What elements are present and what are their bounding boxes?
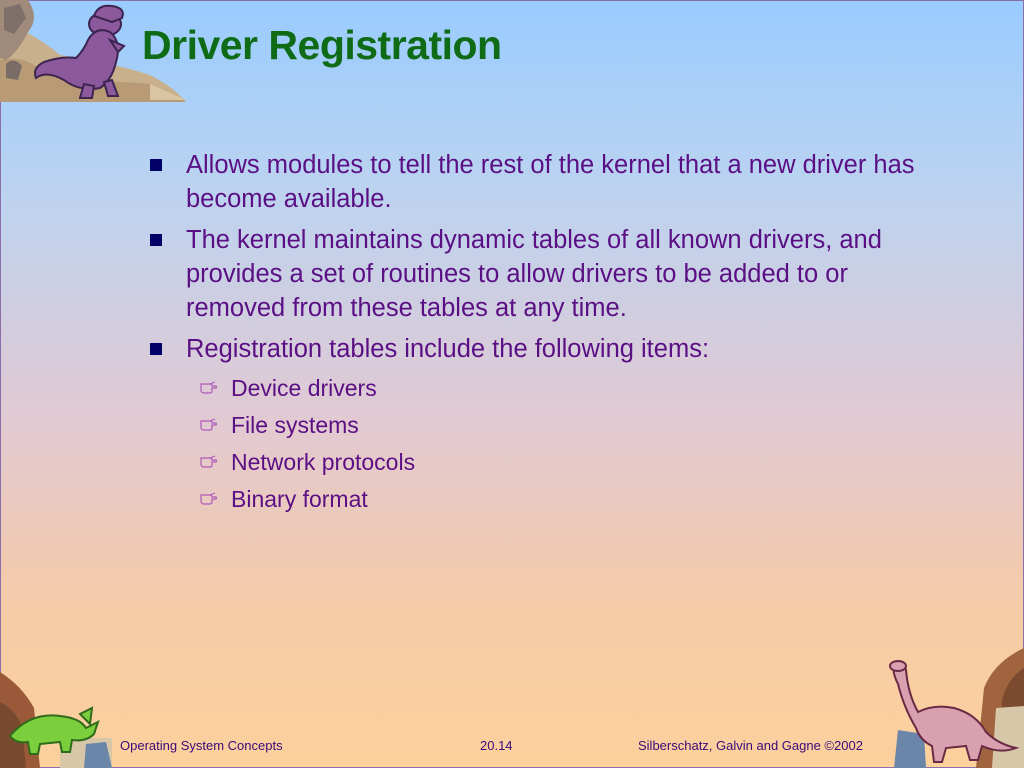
bullet-item <box>148 332 938 366</box>
sub-bullet-item <box>148 373 938 403</box>
sub-bullet-item <box>148 484 938 514</box>
triceratops-illustration <box>0 672 112 768</box>
sub-bullet-text: Network protocols <box>231 449 416 475</box>
brontosaurus-illustration <box>884 648 1024 768</box>
bullet-text: The kernel maintains dynamic tables of all known drivers, and provides a set of routines to allow drivers to be added to or removed from these tables at any time. <box>186 226 882 322</box>
square-bullet-icon <box>150 343 162 355</box>
footer-slide-number: 20.14 <box>480 738 513 753</box>
bullet-text: Registration tables include the following items: <box>186 335 710 363</box>
sub-bullet-item <box>148 410 938 440</box>
pointing-hand-icon <box>200 454 218 468</box>
bullet-text: Allows modules to tell the rest of the kernel that a new driver has become available. <box>186 151 915 213</box>
sub-bullet-text: Device drivers <box>231 375 377 401</box>
sub-bullet-text: File systems <box>231 412 359 438</box>
sub-bullet-item <box>148 447 938 477</box>
sub-bullet-text: Binary format <box>231 486 368 512</box>
footer-course-title: Operating System Concepts <box>120 738 283 753</box>
pointing-hand-icon <box>200 417 218 431</box>
pointing-hand-icon <box>200 380 218 394</box>
bullet-list <box>148 148 938 521</box>
footer-copyright: Silberschatz, Galvin and Gagne ©2002 <box>638 738 863 753</box>
bullet-item <box>148 148 938 216</box>
square-bullet-icon <box>150 234 162 246</box>
bullet-item <box>148 223 938 325</box>
square-bullet-icon <box>150 159 162 171</box>
page-title: Driver Registration <box>142 22 502 68</box>
pointing-hand-icon <box>200 491 218 505</box>
